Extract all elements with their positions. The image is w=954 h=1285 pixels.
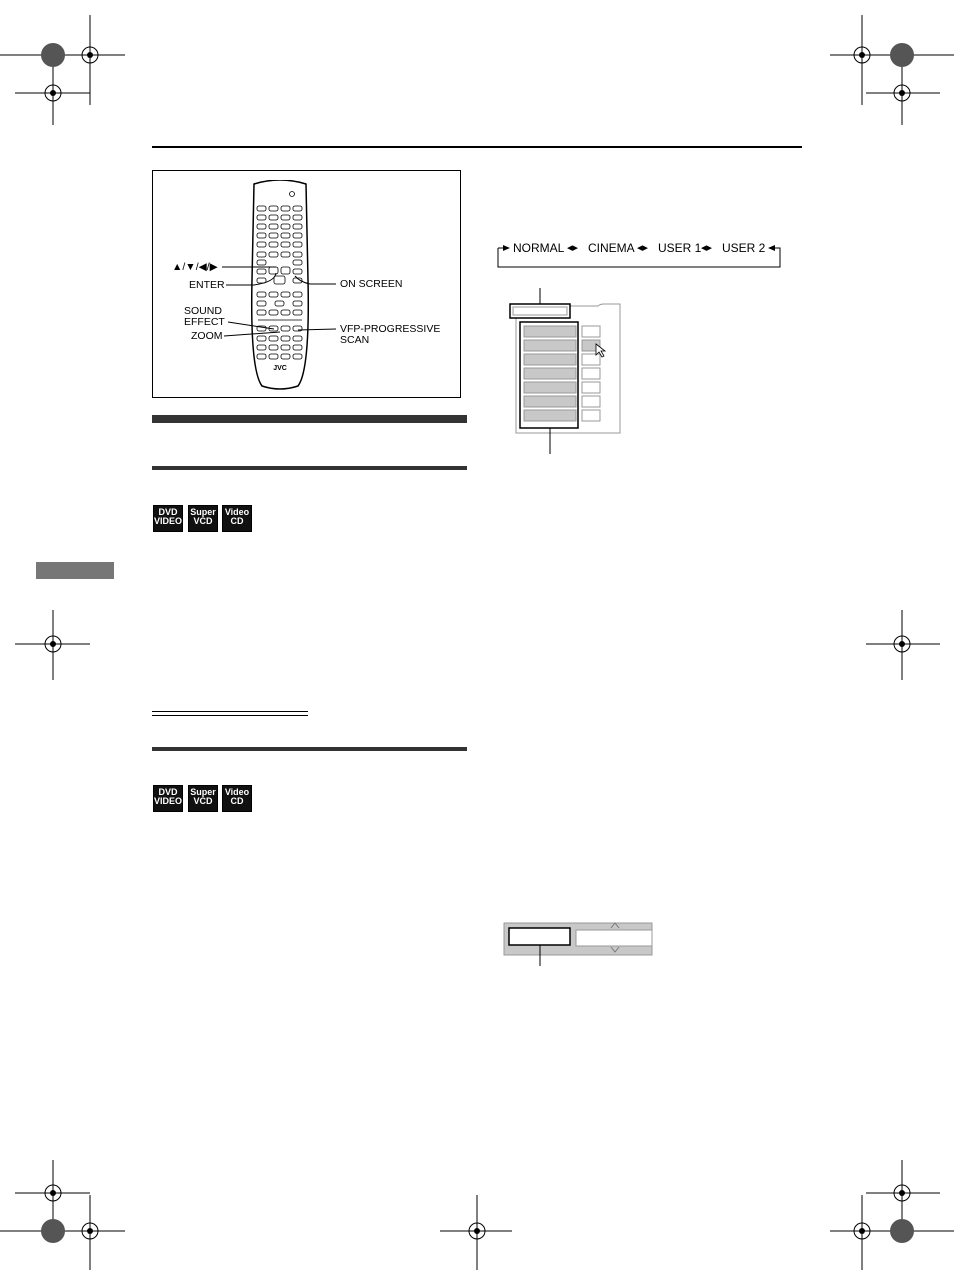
label-arrow-buttons: ▲/▼/◀/▶ (172, 261, 218, 273)
mode-arrow-2: ◂▸ (637, 242, 649, 254)
section-rule (152, 466, 467, 470)
badge-super-vcd: Super VCD (188, 505, 218, 532)
remote-brand-logo: JVC (273, 365, 287, 372)
side-tab (36, 562, 114, 579)
badge-dvd-video-2: DVD VIDEO (153, 785, 183, 812)
note-rule-top (152, 711, 308, 712)
mode-arrow-3: ◂▸ (701, 242, 713, 254)
section-rule-2 (152, 747, 467, 751)
label-effect: EFFECT (184, 316, 225, 328)
label-scan: SCAN (340, 334, 370, 346)
mode-normal: NORMAL (513, 241, 565, 255)
header-rule (152, 146, 802, 148)
mode-arrow-1: ◂▸ (567, 242, 579, 254)
mode-cinema: CINEMA (588, 241, 635, 255)
badge-video-cd-2: Video CD (222, 785, 252, 812)
note-rule-bottom (152, 715, 308, 716)
label-sound: SOUND (184, 305, 222, 317)
badge-dvd-video: DVD VIDEO (153, 505, 183, 532)
badge-super-vcd-2: Super VCD (188, 785, 218, 812)
badge-video-cd: Video CD (222, 505, 252, 532)
label-vfp-progressive: VFP-PROGRESSIVE (340, 323, 441, 335)
zoom-adjust-bar (502, 920, 656, 968)
mode-user-2: USER 2 (722, 241, 766, 255)
picture-adjust-menu (508, 288, 628, 454)
label-zoom: ZOOM (191, 330, 223, 342)
mode-user-1: USER 1 (658, 241, 702, 255)
label-enter: ENTER (189, 279, 225, 291)
section-bar-top (152, 415, 467, 423)
label-on-screen: ON SCREEN (340, 278, 403, 290)
